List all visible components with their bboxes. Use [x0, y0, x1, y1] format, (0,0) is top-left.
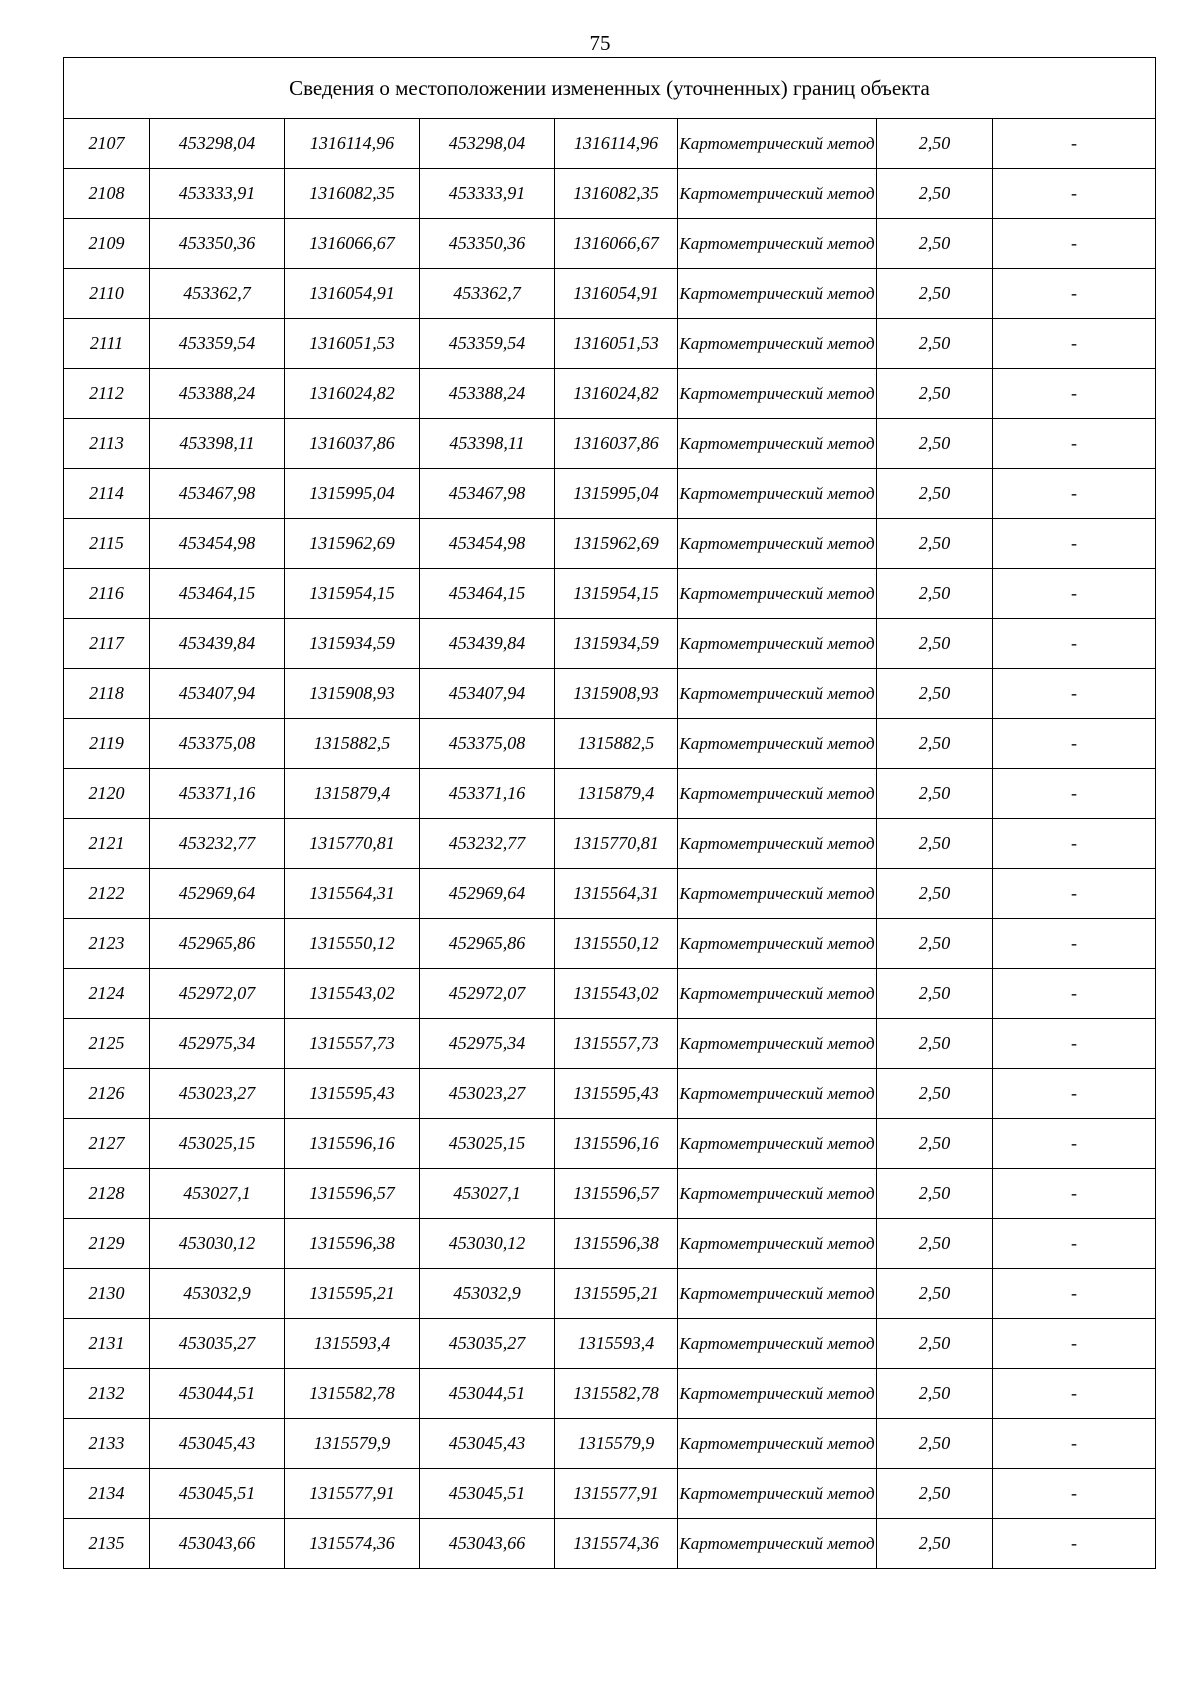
- table-row: [64, 569, 1156, 619]
- x-refined-cell: 453407,94: [420, 669, 555, 719]
- y-existing-cell: 1315962,69: [285, 519, 420, 569]
- accuracy-cell: 2,50: [877, 769, 993, 819]
- accuracy-cell: 2,50: [877, 419, 993, 469]
- accuracy-cell: 2,50: [877, 1519, 993, 1569]
- y-existing-cell: 1315593,4: [285, 1319, 420, 1369]
- x-refined-cell: 453375,08: [420, 719, 555, 769]
- x-refined-cell: 453467,98: [420, 469, 555, 519]
- y-refined-cell: 1315962,69: [555, 519, 678, 569]
- description-cell: -: [993, 169, 1156, 219]
- method-cell: Картометрический метод: [678, 1169, 877, 1219]
- description-cell: -: [993, 1119, 1156, 1169]
- y-refined-cell: 1315596,57: [555, 1169, 678, 1219]
- method-cell: Картометрический метод: [678, 419, 877, 469]
- table-row: [64, 119, 1156, 169]
- y-refined-cell: 1315574,36: [555, 1519, 678, 1569]
- point-number-cell: 2107: [64, 119, 150, 169]
- method-cell: Картометрический метод: [678, 969, 877, 1019]
- accuracy-cell: 2,50: [877, 469, 993, 519]
- x-refined-cell: 452969,64: [420, 869, 555, 919]
- y-refined-cell: 1316054,91: [555, 269, 678, 319]
- accuracy-cell: 2,50: [877, 619, 993, 669]
- y-refined-cell: 1315882,5: [555, 719, 678, 769]
- x-existing-cell: 453398,11: [150, 419, 285, 469]
- x-existing-cell: 452969,64: [150, 869, 285, 919]
- table-row: [64, 1319, 1156, 1369]
- x-existing-cell: 453025,15: [150, 1119, 285, 1169]
- description-cell: -: [993, 1319, 1156, 1369]
- x-refined-cell: 453032,9: [420, 1269, 555, 1319]
- description-cell: -: [993, 1069, 1156, 1119]
- x-existing-cell: 453467,98: [150, 469, 285, 519]
- x-refined-cell: 453359,54: [420, 319, 555, 369]
- table-row: [64, 1519, 1156, 1569]
- method-cell: Картометрический метод: [678, 1469, 877, 1519]
- x-refined-cell: 453045,51: [420, 1469, 555, 1519]
- y-existing-cell: 1315577,91: [285, 1469, 420, 1519]
- x-refined-cell: 453388,24: [420, 369, 555, 419]
- accuracy-cell: 2,50: [877, 1269, 993, 1319]
- x-existing-cell: 453350,36: [150, 219, 285, 269]
- table-row: [64, 819, 1156, 869]
- x-existing-cell: 453232,77: [150, 819, 285, 869]
- y-refined-cell: 1316051,53: [555, 319, 678, 369]
- y-existing-cell: 1316037,86: [285, 419, 420, 469]
- y-refined-cell: 1315995,04: [555, 469, 678, 519]
- x-existing-cell: 453045,51: [150, 1469, 285, 1519]
- x-existing-cell: 452972,07: [150, 969, 285, 1019]
- table-row: [64, 419, 1156, 469]
- y-existing-cell: 1316066,67: [285, 219, 420, 269]
- table-row: [64, 919, 1156, 969]
- x-refined-cell: 453025,15: [420, 1119, 555, 1169]
- x-refined-cell: 453371,16: [420, 769, 555, 819]
- accuracy-cell: 2,50: [877, 669, 993, 719]
- description-cell: -: [993, 1469, 1156, 1519]
- point-number-cell: 2113: [64, 419, 150, 469]
- accuracy-cell: 2,50: [877, 1419, 993, 1469]
- boundary-coordinates-table: [63, 57, 1156, 1569]
- point-number-cell: 2126: [64, 1069, 150, 1119]
- method-cell: Картометрический метод: [678, 369, 877, 419]
- description-cell: -: [993, 569, 1156, 619]
- x-refined-cell: 453333,91: [420, 169, 555, 219]
- description-cell: -: [993, 369, 1156, 419]
- point-number-cell: 2115: [64, 519, 150, 569]
- x-existing-cell: 453439,84: [150, 619, 285, 669]
- x-existing-cell: 452965,86: [150, 919, 285, 969]
- y-refined-cell: 1315595,43: [555, 1069, 678, 1119]
- description-cell: -: [993, 419, 1156, 469]
- point-number-cell: 2121: [64, 819, 150, 869]
- x-refined-cell: 453023,27: [420, 1069, 555, 1119]
- y-refined-cell: 1316114,96: [555, 119, 678, 169]
- point-number-cell: 2114: [64, 469, 150, 519]
- method-cell: Картометрический метод: [678, 1319, 877, 1369]
- y-existing-cell: 1315995,04: [285, 469, 420, 519]
- accuracy-cell: 2,50: [877, 969, 993, 1019]
- accuracy-cell: 2,50: [877, 819, 993, 869]
- x-existing-cell: 453045,43: [150, 1419, 285, 1469]
- x-refined-cell: 452972,07: [420, 969, 555, 1019]
- method-cell: Картометрический метод: [678, 169, 877, 219]
- y-existing-cell: 1316054,91: [285, 269, 420, 319]
- y-existing-cell: 1316024,82: [285, 369, 420, 419]
- x-existing-cell: 453375,08: [150, 719, 285, 769]
- x-existing-cell: 453388,24: [150, 369, 285, 419]
- point-number-cell: 2122: [64, 869, 150, 919]
- y-refined-cell: 1315582,78: [555, 1369, 678, 1419]
- x-refined-cell: 452975,34: [420, 1019, 555, 1069]
- y-refined-cell: 1316024,82: [555, 369, 678, 419]
- point-number-cell: 2130: [64, 1269, 150, 1319]
- method-cell: Картометрический метод: [678, 919, 877, 969]
- method-cell: Картометрический метод: [678, 1369, 877, 1419]
- y-refined-cell: 1316082,35: [555, 169, 678, 219]
- y-refined-cell: 1315550,12: [555, 919, 678, 969]
- table-row: [64, 519, 1156, 569]
- method-cell: Картометрический метод: [678, 1219, 877, 1269]
- x-existing-cell: 453298,04: [150, 119, 285, 169]
- description-cell: -: [993, 669, 1156, 719]
- x-refined-cell: 453350,36: [420, 219, 555, 269]
- table-row: [64, 1219, 1156, 1269]
- y-existing-cell: 1315550,12: [285, 919, 420, 969]
- point-number-cell: 2132: [64, 1369, 150, 1419]
- description-cell: -: [993, 1519, 1156, 1569]
- description-cell: -: [993, 869, 1156, 919]
- point-number-cell: 2129: [64, 1219, 150, 1269]
- table-row: [64, 1369, 1156, 1419]
- accuracy-cell: 2,50: [877, 719, 993, 769]
- description-cell: -: [993, 1019, 1156, 1069]
- y-existing-cell: 1315879,4: [285, 769, 420, 819]
- accuracy-cell: 2,50: [877, 1069, 993, 1119]
- x-refined-cell: 453454,98: [420, 519, 555, 569]
- point-number-cell: 2124: [64, 969, 150, 1019]
- y-refined-cell: 1315579,9: [555, 1419, 678, 1469]
- y-existing-cell: 1315582,78: [285, 1369, 420, 1419]
- x-existing-cell: 453454,98: [150, 519, 285, 569]
- description-cell: -: [993, 769, 1156, 819]
- method-cell: Картометрический метод: [678, 1269, 877, 1319]
- point-number-cell: 2134: [64, 1469, 150, 1519]
- description-cell: -: [993, 219, 1156, 269]
- y-existing-cell: 1315934,59: [285, 619, 420, 669]
- accuracy-cell: 2,50: [877, 1219, 993, 1269]
- description-cell: -: [993, 819, 1156, 869]
- description-cell: -: [993, 969, 1156, 1019]
- x-existing-cell: 452975,34: [150, 1019, 285, 1069]
- point-number-cell: 2135: [64, 1519, 150, 1569]
- x-existing-cell: 453043,66: [150, 1519, 285, 1569]
- description-cell: -: [993, 469, 1156, 519]
- y-existing-cell: 1315579,9: [285, 1419, 420, 1469]
- method-cell: Картометрический метод: [678, 819, 877, 869]
- x-existing-cell: 453030,12: [150, 1219, 285, 1269]
- method-cell: Картометрический метод: [678, 719, 877, 769]
- y-existing-cell: 1315954,15: [285, 569, 420, 619]
- y-refined-cell: 1315593,4: [555, 1319, 678, 1369]
- point-number-cell: 2127: [64, 1119, 150, 1169]
- y-existing-cell: 1315574,36: [285, 1519, 420, 1569]
- y-refined-cell: 1315543,02: [555, 969, 678, 1019]
- description-cell: -: [993, 619, 1156, 669]
- point-number-cell: 2128: [64, 1169, 150, 1219]
- method-cell: Картометрический метод: [678, 1119, 877, 1169]
- y-existing-cell: 1315543,02: [285, 969, 420, 1019]
- description-cell: -: [993, 1369, 1156, 1419]
- x-refined-cell: 453030,12: [420, 1219, 555, 1269]
- point-number-cell: 2125: [64, 1019, 150, 1069]
- y-existing-cell: 1315557,73: [285, 1019, 420, 1069]
- x-refined-cell: 453232,77: [420, 819, 555, 869]
- y-existing-cell: 1315564,31: [285, 869, 420, 919]
- accuracy-cell: 2,50: [877, 569, 993, 619]
- x-refined-cell: 453027,1: [420, 1169, 555, 1219]
- description-cell: -: [993, 119, 1156, 169]
- table-row: [64, 1169, 1156, 1219]
- description-cell: -: [993, 719, 1156, 769]
- accuracy-cell: 2,50: [877, 369, 993, 419]
- x-existing-cell: 453333,91: [150, 169, 285, 219]
- y-refined-cell: 1315557,73: [555, 1019, 678, 1069]
- table-row: [64, 219, 1156, 269]
- accuracy-cell: 2,50: [877, 519, 993, 569]
- table-body: [64, 119, 1156, 1569]
- table-row: [64, 669, 1156, 719]
- accuracy-cell: 2,50: [877, 1119, 993, 1169]
- page-number: 75: [589, 31, 611, 55]
- x-existing-cell: 453371,16: [150, 769, 285, 819]
- y-existing-cell: 1315595,21: [285, 1269, 420, 1319]
- x-existing-cell: 453027,1: [150, 1169, 285, 1219]
- point-number-cell: 2123: [64, 919, 150, 969]
- y-existing-cell: 1315908,93: [285, 669, 420, 719]
- accuracy-cell: 2,50: [877, 1319, 993, 1369]
- description-cell: -: [993, 919, 1156, 969]
- y-refined-cell: 1315596,16: [555, 1119, 678, 1169]
- y-refined-cell: 1315879,4: [555, 769, 678, 819]
- y-existing-cell: 1316051,53: [285, 319, 420, 369]
- method-cell: Картометрический метод: [678, 1519, 877, 1569]
- accuracy-cell: 2,50: [877, 1369, 993, 1419]
- x-existing-cell: 453362,7: [150, 269, 285, 319]
- x-refined-cell: 453298,04: [420, 119, 555, 169]
- accuracy-cell: 2,50: [877, 119, 993, 169]
- x-existing-cell: 453464,15: [150, 569, 285, 619]
- x-existing-cell: 453359,54: [150, 319, 285, 369]
- y-refined-cell: 1315595,21: [555, 1269, 678, 1319]
- method-cell: Картометрический метод: [678, 119, 877, 169]
- point-number-cell: 2118: [64, 669, 150, 719]
- y-existing-cell: 1315770,81: [285, 819, 420, 869]
- accuracy-cell: 2,50: [877, 169, 993, 219]
- method-cell: Картометрический метод: [678, 219, 877, 269]
- y-existing-cell: 1315596,16: [285, 1119, 420, 1169]
- description-cell: -: [993, 1269, 1156, 1319]
- y-refined-cell: 1315934,59: [555, 619, 678, 669]
- accuracy-cell: 2,50: [877, 919, 993, 969]
- description-cell: -: [993, 1219, 1156, 1269]
- table-row: [64, 469, 1156, 519]
- point-number-cell: 2111: [64, 319, 150, 369]
- point-number-cell: 2109: [64, 219, 150, 269]
- y-refined-cell: 1315577,91: [555, 1469, 678, 1519]
- x-refined-cell: 453045,43: [420, 1419, 555, 1469]
- method-cell: Картометрический метод: [678, 769, 877, 819]
- table-row: [64, 969, 1156, 1019]
- point-number-cell: 2120: [64, 769, 150, 819]
- x-refined-cell: 453439,84: [420, 619, 555, 669]
- point-number-cell: 2131: [64, 1319, 150, 1369]
- table-row: [64, 1269, 1156, 1319]
- description-cell: -: [993, 1419, 1156, 1469]
- y-existing-cell: 1315596,38: [285, 1219, 420, 1269]
- y-refined-cell: 1315954,15: [555, 569, 678, 619]
- table-title: Сведения о местоположении измененных (уточненных) границ объекта: [64, 58, 1156, 119]
- method-cell: Картометрический метод: [678, 1019, 877, 1069]
- table-row: [64, 769, 1156, 819]
- table-row: [64, 1469, 1156, 1519]
- method-cell: Картометрический метод: [678, 869, 877, 919]
- description-cell: -: [993, 269, 1156, 319]
- accuracy-cell: 2,50: [877, 1169, 993, 1219]
- accuracy-cell: 2,50: [877, 269, 993, 319]
- table-row: [64, 619, 1156, 669]
- y-existing-cell: 1315595,43: [285, 1069, 420, 1119]
- y-refined-cell: 1315564,31: [555, 869, 678, 919]
- y-existing-cell: 1315596,57: [285, 1169, 420, 1219]
- table-row: [64, 1069, 1156, 1119]
- accuracy-cell: 2,50: [877, 1019, 993, 1069]
- table-row: [64, 319, 1156, 369]
- accuracy-cell: 2,50: [877, 869, 993, 919]
- y-refined-cell: 1315908,93: [555, 669, 678, 719]
- accuracy-cell: 2,50: [877, 319, 993, 369]
- description-cell: -: [993, 1169, 1156, 1219]
- x-refined-cell: 453044,51: [420, 1369, 555, 1419]
- table-row: [64, 169, 1156, 219]
- table-row: [64, 1019, 1156, 1069]
- y-refined-cell: 1316066,67: [555, 219, 678, 269]
- y-existing-cell: 1316114,96: [285, 119, 420, 169]
- point-number-cell: 2112: [64, 369, 150, 419]
- x-refined-cell: 453362,7: [420, 269, 555, 319]
- x-refined-cell: 453398,11: [420, 419, 555, 469]
- table-row: [64, 269, 1156, 319]
- x-refined-cell: 453043,66: [420, 1519, 555, 1569]
- x-refined-cell: 453464,15: [420, 569, 555, 619]
- description-cell: -: [993, 319, 1156, 369]
- point-number-cell: 2116: [64, 569, 150, 619]
- method-cell: Картометрический метод: [678, 319, 877, 369]
- y-existing-cell: 1315882,5: [285, 719, 420, 769]
- accuracy-cell: 2,50: [877, 219, 993, 269]
- point-number-cell: 2108: [64, 169, 150, 219]
- table-row: [64, 369, 1156, 419]
- table-row: [64, 1119, 1156, 1169]
- point-number-cell: 2117: [64, 619, 150, 669]
- point-number-cell: 2110: [64, 269, 150, 319]
- method-cell: Картометрический метод: [678, 569, 877, 619]
- y-refined-cell: 1315596,38: [555, 1219, 678, 1269]
- x-refined-cell: 453035,27: [420, 1319, 555, 1369]
- table-row: [64, 1419, 1156, 1469]
- method-cell: Картометрический метод: [678, 669, 877, 719]
- x-existing-cell: 453032,9: [150, 1269, 285, 1319]
- x-refined-cell: 452965,86: [420, 919, 555, 969]
- x-existing-cell: 453035,27: [150, 1319, 285, 1369]
- x-existing-cell: 453407,94: [150, 669, 285, 719]
- x-existing-cell: 453044,51: [150, 1369, 285, 1419]
- y-refined-cell: 1316037,86: [555, 419, 678, 469]
- method-cell: Картометрический метод: [678, 1069, 877, 1119]
- accuracy-cell: 2,50: [877, 1469, 993, 1519]
- method-cell: Картометрический метод: [678, 269, 877, 319]
- method-cell: Картометрический метод: [678, 469, 877, 519]
- point-number-cell: 2119: [64, 719, 150, 769]
- table-row: [64, 719, 1156, 769]
- description-cell: -: [993, 519, 1156, 569]
- method-cell: Картометрический метод: [678, 519, 877, 569]
- method-cell: Картометрический метод: [678, 1419, 877, 1469]
- y-refined-cell: 1315770,81: [555, 819, 678, 869]
- table-row: [64, 869, 1156, 919]
- x-existing-cell: 453023,27: [150, 1069, 285, 1119]
- point-number-cell: 2133: [64, 1419, 150, 1469]
- y-existing-cell: 1316082,35: [285, 169, 420, 219]
- method-cell: Картометрический метод: [678, 619, 877, 669]
